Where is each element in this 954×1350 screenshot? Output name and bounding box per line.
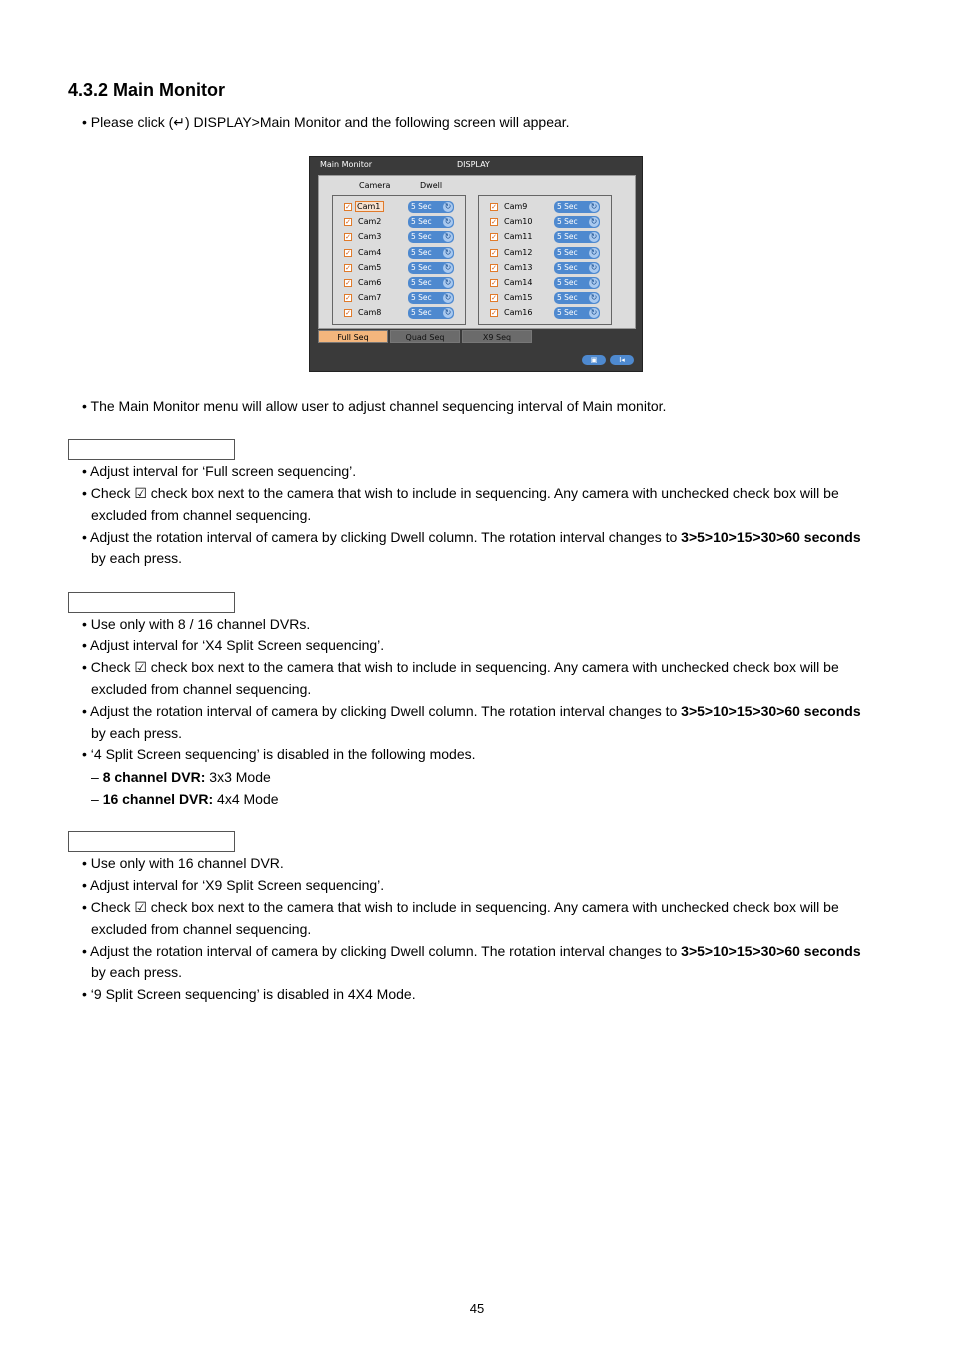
- rotation-values: 3>5>10>15>30>60 seconds: [681, 943, 861, 959]
- quad-seq-mode-1: [91, 768, 271, 786]
- bullet: •: [82, 114, 87, 130]
- camera-row: [479, 246, 613, 260]
- dwell-button[interactable]: [408, 216, 454, 228]
- bullet: •: [82, 398, 87, 414]
- dwell-button[interactable]: [554, 307, 600, 319]
- cycle-icon: ↻: [590, 217, 598, 227]
- dwell-button[interactable]: [408, 247, 454, 259]
- camera-label: Cam12: [504, 247, 533, 257]
- dwell-value: 5 Sec: [411, 262, 432, 272]
- camera-checkbox[interactable]: ✓: [345, 218, 351, 227]
- x9-seq-bullet-2: • Adjust interval for ‘X9 Split Screen sequencing’.: [82, 877, 385, 893]
- x9-seq-bullet-1: • Use only with 16 channel DVR.: [82, 855, 284, 871]
- cycle-icon: ↻: [590, 232, 598, 242]
- camera-checkbox[interactable]: ✓: [345, 309, 351, 318]
- camera-row: [479, 215, 613, 229]
- dvr-menu-title: Main Monitor: [320, 160, 373, 169]
- dvr-tab-title: DISPLAY: [457, 160, 490, 169]
- column-header-camera: Camera: [359, 181, 391, 190]
- camera-row: [333, 261, 467, 275]
- camera-checkbox[interactable]: ✓: [345, 233, 351, 242]
- dvr-main-monitor-screenshot: [309, 156, 643, 372]
- camera-row: [479, 230, 613, 244]
- camera-label: Cam4: [358, 247, 382, 257]
- cycle-icon: ↻: [444, 247, 452, 257]
- dwell-value: 5 Sec: [557, 278, 578, 287]
- dwell-value: 5 Sec: [557, 232, 578, 242]
- camera-row: [479, 291, 613, 305]
- dash: –: [91, 791, 99, 807]
- dwell-value: 5 Sec: [557, 247, 578, 257]
- dwell-button[interactable]: [408, 277, 454, 289]
- camera-row: [333, 276, 467, 290]
- full-seq-bullet-1: • Adjust interval for ‘Full screen sequencing’.: [82, 463, 357, 479]
- dwell-button[interactable]: [408, 262, 454, 274]
- cycle-icon: ↻: [444, 262, 452, 272]
- camera-label: Cam16: [504, 308, 533, 318]
- camera-row: [333, 246, 467, 260]
- camera-label: Cam2: [358, 217, 382, 227]
- rotation-text: • Adjust the rotation interval of camera by clicking Dwell column. The rotation interval changes to: [82, 943, 682, 959]
- summary-line: [82, 397, 666, 415]
- cycle-icon: ↻: [590, 247, 598, 257]
- mode-2-label: 16 channel DVR:: [102, 791, 214, 807]
- quad-seq-bullet-1: • Use only with 8 / 16 channel DVRs.: [82, 616, 311, 632]
- section-label-box-full-seq: [68, 439, 235, 460]
- camera-checkbox[interactable]: ✓: [345, 248, 351, 257]
- camera-checkbox[interactable]: ✓: [345, 294, 351, 303]
- x9-seq-rotation-cont: by each press.: [91, 964, 183, 980]
- camera-row: [479, 306, 613, 320]
- quad-seq-bullet-2: • Adjust interval for ‘X4 Split Screen sequencing’.: [82, 637, 385, 653]
- camera-row: [333, 215, 467, 229]
- cycle-icon: ↻: [444, 278, 452, 287]
- dwell-value: 5 Sec: [557, 308, 578, 318]
- mode-1-value: 3x3 Mode: [205, 769, 271, 785]
- tab-quad-seq[interactable]: Quad Seq: [390, 330, 460, 343]
- dwell-value: 5 Sec: [557, 293, 578, 303]
- full-seq-rotation-cont: by each press.: [91, 550, 183, 566]
- camera-group-9-16: [478, 195, 612, 325]
- x9-seq-bullet-3-cont: excluded from channel sequencing.: [91, 921, 312, 937]
- dwell-value: 5 Sec: [411, 232, 432, 242]
- camera-label: Cam11: [504, 232, 533, 242]
- camera-row: [333, 230, 467, 244]
- dwell-value: 5 Sec: [411, 293, 432, 303]
- cycle-icon: ↻: [444, 202, 452, 211]
- x9-seq-rotation: [82, 942, 861, 960]
- camera-checkbox[interactable]: ✓: [491, 263, 497, 272]
- cycle-icon: ↻: [444, 293, 452, 303]
- full-seq-bullet-2-cont: excluded from channel sequencing.: [91, 507, 312, 523]
- dwell-value: 5 Sec: [411, 247, 432, 257]
- camera-label: Cam6: [358, 278, 382, 287]
- column-header-dwell: Dwell: [420, 181, 443, 190]
- dwell-value: 5 Sec: [411, 278, 432, 287]
- camera-label: Cam13: [504, 262, 533, 272]
- section-label-box-quad-seq: [68, 592, 235, 613]
- quad-seq-mode-2: [91, 790, 279, 808]
- rotation-values: 3>5>10>15>30>60 seconds: [681, 703, 861, 719]
- dwell-value: 5 Sec: [411, 202, 432, 211]
- camera-label: Cam5: [358, 262, 382, 272]
- exit-icon[interactable]: I◂: [610, 355, 634, 365]
- camera-row: [479, 276, 613, 290]
- dwell-button[interactable]: [408, 292, 454, 304]
- quad-seq-disabled-note: • ‘4 Split Screen sequencing’ is disabled in the following modes.: [82, 746, 476, 762]
- intro-line: [82, 113, 570, 131]
- dwell-value: 5 Sec: [557, 202, 578, 211]
- intro-text-before: Please click (: [90, 114, 174, 130]
- dwell-button[interactable]: [554, 216, 600, 228]
- page-number: 45: [469, 1301, 485, 1316]
- quad-seq-rotation: [82, 702, 861, 720]
- camera-checkbox[interactable]: ✓: [491, 248, 497, 257]
- camera-row: [333, 200, 467, 214]
- camera-label: Cam9: [504, 202, 528, 211]
- camera-row: [479, 200, 613, 214]
- rotation-text: • Adjust the rotation interval of camera by clicking Dwell column. The rotation interval changes to: [82, 703, 682, 719]
- camera-label: Cam3: [358, 232, 382, 242]
- dwell-button[interactable]: [554, 277, 600, 289]
- dwell-button[interactable]: [554, 292, 600, 304]
- tab-x9-seq[interactable]: X9 Seq: [462, 330, 532, 343]
- camera-checkbox[interactable]: ✓: [491, 279, 497, 287]
- dwell-value: 5 Sec: [411, 308, 432, 318]
- dash: –: [91, 769, 99, 785]
- cycle-icon: ↻: [590, 278, 598, 287]
- dwell-button[interactable]: [554, 201, 600, 213]
- summary-text: The Main Monitor menu will allow user to adjust channel sequencing interval of Main monitor.: [90, 398, 667, 414]
- camera-checkbox[interactable]: ✓: [345, 203, 351, 211]
- camera-checkbox[interactable]: ✓: [491, 218, 497, 227]
- camera-label: Cam1: [356, 202, 383, 211]
- camera-label: Cam10: [504, 217, 533, 227]
- rotation-text: • Adjust the rotation interval of camera by clicking Dwell column. The rotation interval changes to: [82, 529, 682, 545]
- tab-full-seq[interactable]: Full Seq: [318, 330, 388, 343]
- full-seq-bullet-2: • Check ☑ check box next to the camera that wish to include in sequencing. Any camera with unchecked check box will be: [82, 485, 839, 501]
- camera-checkbox[interactable]: ✓: [491, 309, 497, 318]
- dwell-button[interactable]: [408, 231, 454, 243]
- dwell-value: 5 Sec: [557, 262, 578, 272]
- dvr-settings-panel: [318, 175, 636, 329]
- intro-text-after: ) DISPLAY>Main Monitor and the following screen will appear.: [185, 114, 570, 130]
- mode-2-value: 4x4 Mode: [213, 791, 279, 807]
- camera-checkbox[interactable]: ✓: [345, 263, 351, 272]
- camera-row: [333, 306, 467, 320]
- camera-label: Cam7: [358, 293, 382, 303]
- section-label-box-x9-seq: [68, 831, 235, 852]
- cycle-icon: ↻: [590, 202, 598, 211]
- dwell-button[interactable]: [554, 231, 600, 243]
- camera-checkbox[interactable]: ✓: [491, 203, 497, 211]
- camera-label: Cam15: [504, 293, 533, 303]
- enter-icon: ↵: [173, 114, 185, 130]
- x9-seq-disabled-note: • ‘9 Split Screen sequencing’ is disabled in 4X4 Mode.: [82, 986, 416, 1002]
- cycle-icon: ↻: [444, 217, 452, 227]
- camera-checkbox[interactable]: ✓: [345, 279, 351, 287]
- camera-label: Cam8: [358, 308, 382, 318]
- dwell-button[interactable]: [408, 307, 454, 319]
- cycle-icon: ↻: [590, 293, 598, 303]
- camera-row: [333, 291, 467, 305]
- dwell-value: 5 Sec: [411, 217, 432, 227]
- dwell-button[interactable]: [408, 201, 454, 213]
- camera-checkbox[interactable]: ✓: [491, 233, 497, 242]
- cycle-icon: ↻: [444, 308, 452, 318]
- quad-seq-bullet-3: • Check ☑ check box next to the camera that wish to include in sequencing. Any camera with unchecked check box will be: [82, 659, 839, 675]
- quad-seq-bullet-3-cont: excluded from channel sequencing.: [91, 681, 312, 697]
- dwell-button[interactable]: [554, 247, 600, 259]
- dwell-value: 5 Sec: [557, 217, 578, 227]
- camera-checkbox[interactable]: ✓: [491, 294, 497, 303]
- cycle-icon: ↻: [590, 308, 598, 318]
- mode-1-label: 8 channel DVR:: [102, 769, 206, 785]
- save-icon[interactable]: ▣: [582, 355, 606, 365]
- section-title: 4.3.2 Main Monitor: [68, 80, 226, 100]
- cycle-icon: ↻: [590, 262, 598, 272]
- cycle-icon: ↻: [444, 232, 452, 242]
- camera-group-1-8: [332, 195, 466, 325]
- rotation-values: 3>5>10>15>30>60 seconds: [681, 529, 861, 545]
- x9-seq-bullet-3: • Check ☑ check box next to the camera that wish to include in sequencing. Any camera with unchecked check box will be: [82, 899, 839, 915]
- quad-seq-rotation-cont: by each press.: [91, 725, 183, 741]
- dwell-button[interactable]: [554, 262, 600, 274]
- camera-label: Cam14: [504, 278, 533, 287]
- camera-row: [479, 261, 613, 275]
- full-seq-rotation: [82, 528, 861, 546]
